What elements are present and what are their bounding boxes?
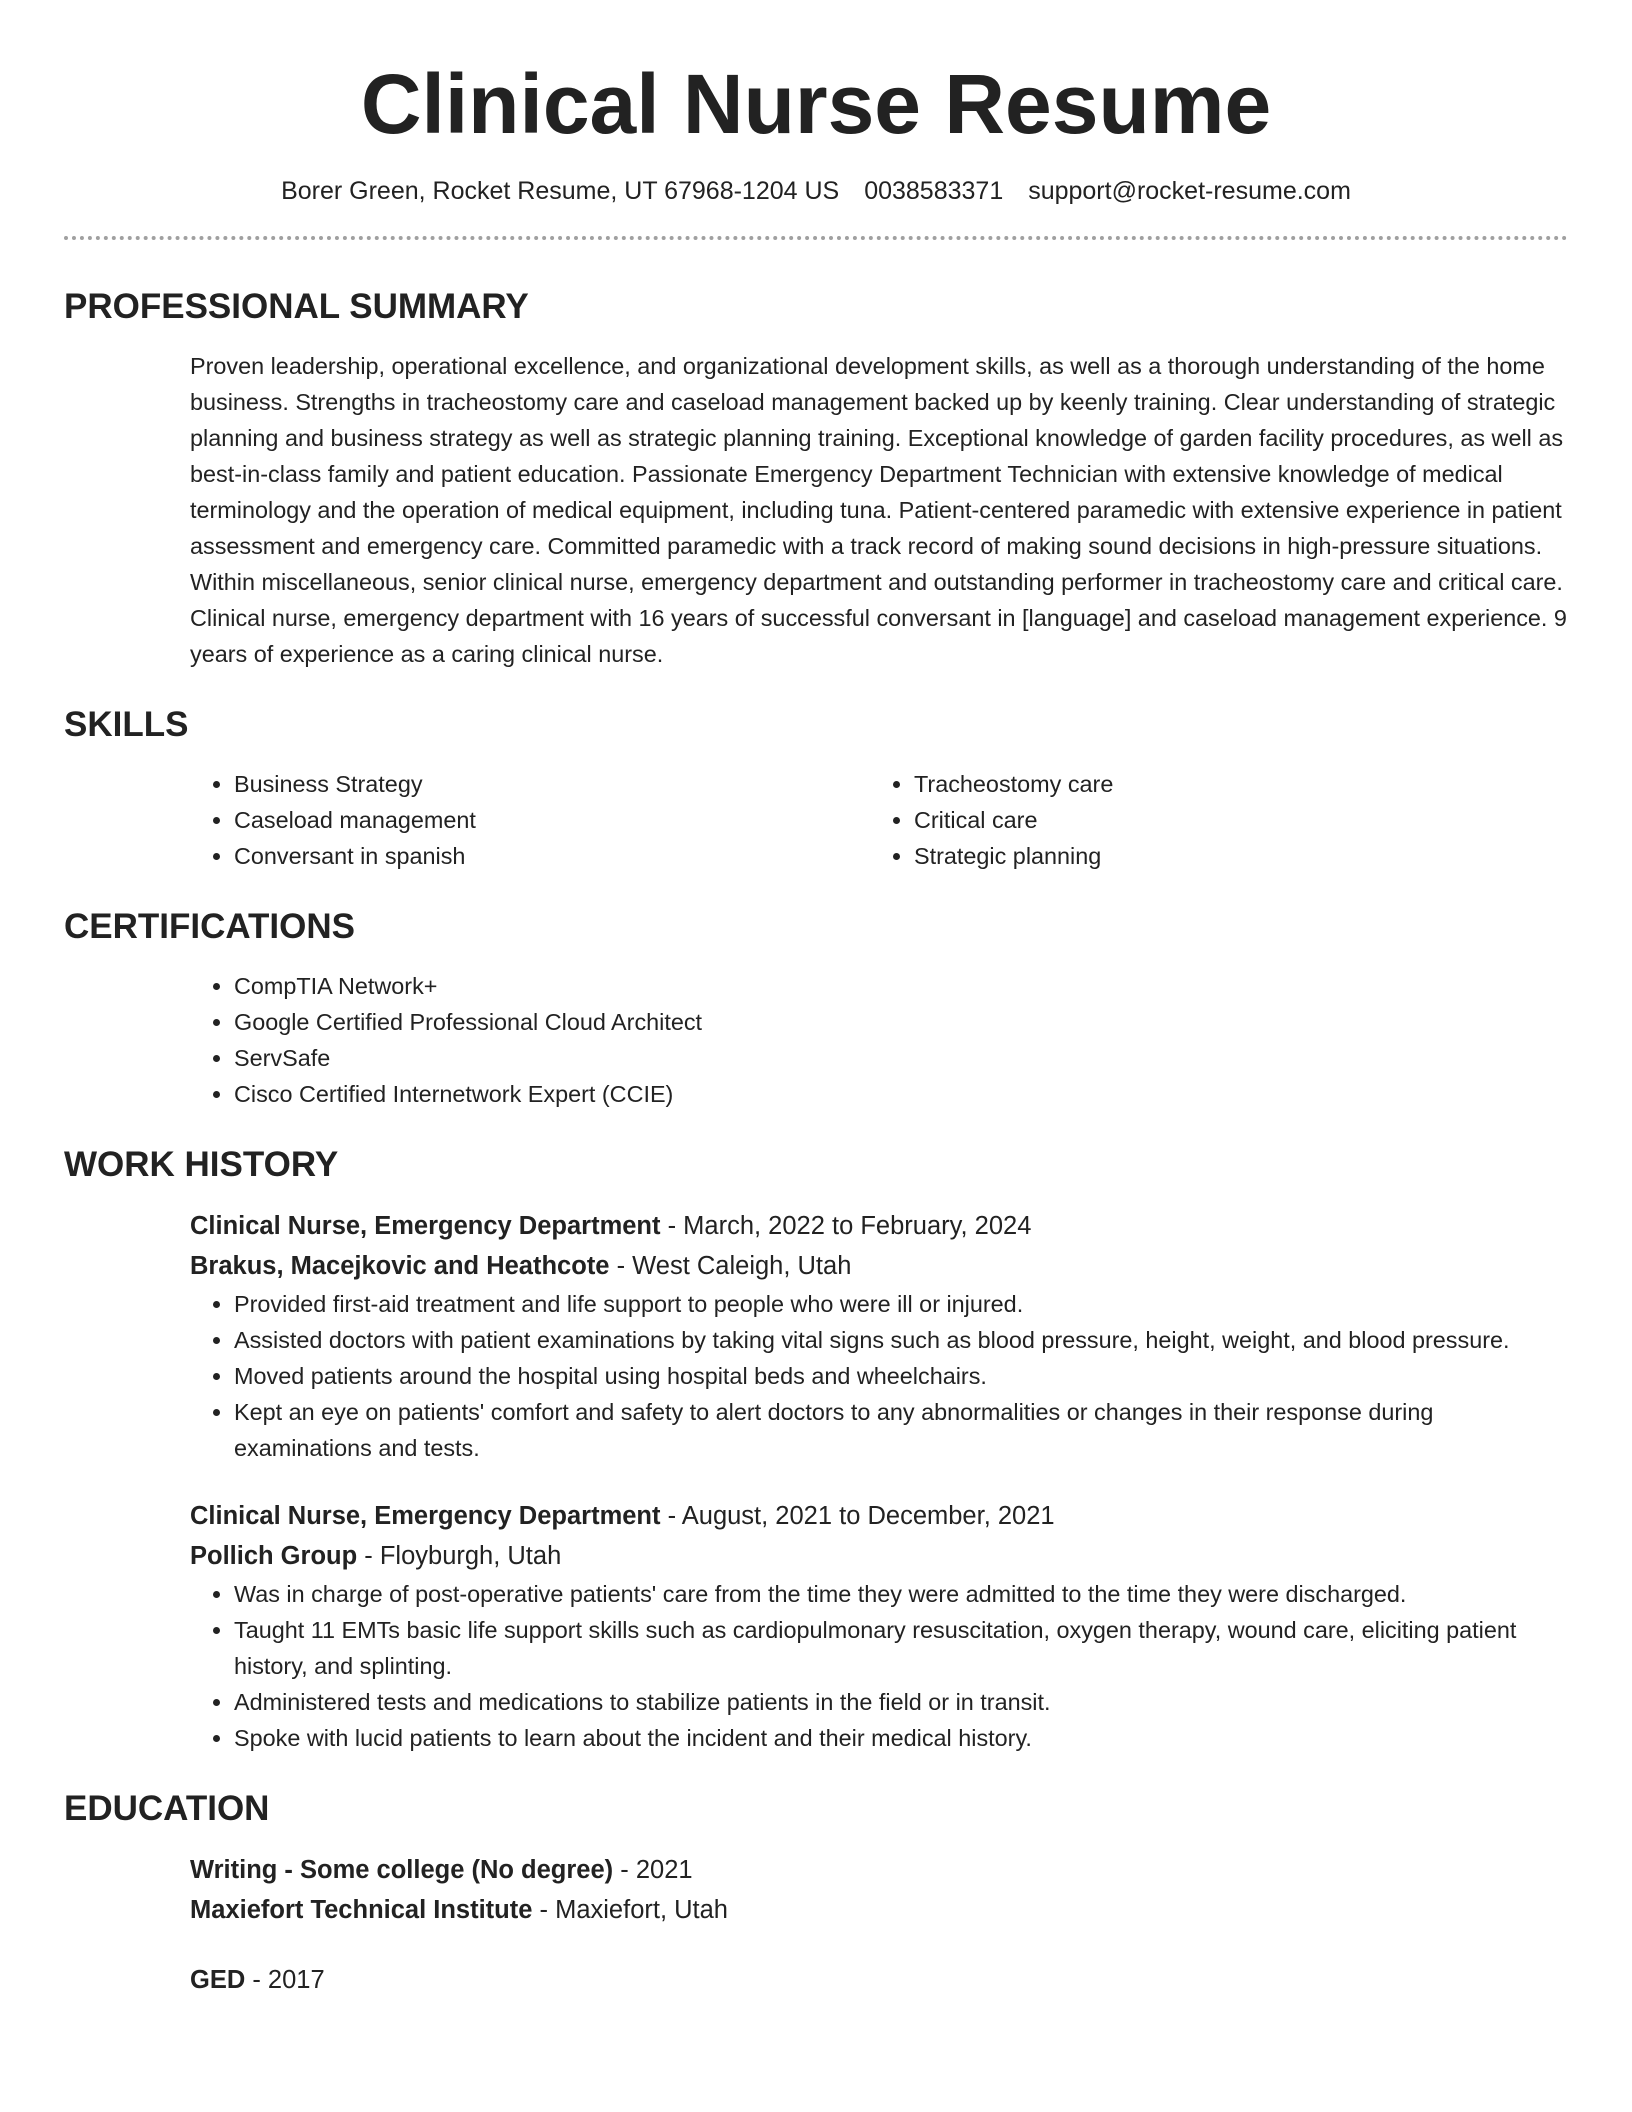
job-duties-list [190, 1286, 1568, 1466]
skill-item: • Caseload management [234, 802, 870, 838]
job-company-line [190, 1536, 1568, 1576]
job-location: - West Caleigh, Utah [609, 1252, 852, 1280]
skills-column-left [190, 766, 870, 874]
section-title-skills: SKILLS [64, 705, 189, 744]
education-year: - 2017 [245, 1966, 325, 1994]
job-duty-item: • Taught 11 EMTs basic life support skills such as cardiopulmonary resuscitation, oxygen therapy, wound care, eliciting patient history, and splinting. [234, 1612, 1568, 1684]
job-entry [190, 1496, 1568, 1756]
certification-item: • Google Certified Professional Cloud Architect [234, 1004, 1568, 1040]
skills-grid [190, 766, 1568, 874]
section-title-education: EDUCATION [64, 1789, 270, 1828]
job-duty-item: • Moved patients around the hospital using hospital beds and wheelchairs. [234, 1358, 1568, 1394]
job-company-line [190, 1246, 1568, 1286]
section-title-certifications: CERTIFICATIONS [64, 907, 356, 946]
skill-item: • Critical care [914, 802, 1550, 838]
job-title-line [190, 1496, 1568, 1536]
contact-phone: 0038583371 [864, 177, 1004, 205]
certifications-block [190, 968, 1568, 1112]
skills-column-right [870, 766, 1550, 874]
contact-line [64, 174, 1568, 208]
job-company: Brakus, Macejkovic and Heathcote [190, 1252, 610, 1280]
job-duty-item: • Assisted doctors with patient examinations by taking vital signs such as blood pressure, height, weight, and blood pressure. [234, 1322, 1568, 1358]
education-entry [190, 1850, 1568, 1930]
job-company: Pollich Group [190, 1542, 358, 1570]
job-role: Clinical Nurse, Emergency Department [190, 1502, 661, 1530]
certification-item: • CompTIA Network+ [234, 968, 1568, 1004]
summary-text: Proven leadership, operational excellence, and organizational development skills, as well as a thorough understanding of the home business. Strengths in tracheostomy care and caseload management backed up by keenly training. Clear understanding of strategic planning and business strategy as well as strategic planning training. Exceptional knowledge of garden facility procedures, as well as best-in-class family and patient education. Passionate Emergency Department Technician with extensive knowledge of medical terminology and the operation of medical equipment, including tuna. Patient-centered paramedic with extensive experience in patient assessment and emergency care. Committed paramedic with a track record of making sound decisions in high-pressure situations. Within miscellaneous, senior clinical nurse, emergency department and outstanding performer in tracheostomy care and critical care. Clinical nurse, emergency department with 16 years of successful conversant in [language] and caseload management experience. 9 years of experience as a caring clinical nurse. [190, 353, 1567, 667]
certification-item: • Cisco Certified Internetwork Expert (CCIE) [234, 1076, 1568, 1112]
job-duty-item: • Provided first-aid treatment and life support to people who were ill or injured. [234, 1286, 1568, 1322]
skill-item: • Tracheostomy care [914, 766, 1550, 802]
skill-item: • Business Strategy [234, 766, 870, 802]
skill-item: • Strategic planning [914, 838, 1550, 874]
job-role: Clinical Nurse, Emergency Department [190, 1212, 661, 1240]
skills-list-right [870, 766, 1550, 874]
education-degree-line [190, 1960, 1568, 2000]
education-degree: Writing - Some college (No degree) [190, 1856, 614, 1884]
job-dates: - August, 2021 to December, 2021 [660, 1502, 1055, 1530]
education-degree-line [190, 1850, 1568, 1890]
education-degree: GED [190, 1966, 246, 1994]
education-entry [190, 1960, 1568, 2000]
education-location: - Maxiefort, Utah [532, 1896, 728, 1924]
section-title-summary: PROFESSIONAL SUMMARY [64, 287, 529, 326]
contact-address: Borer Green, Rocket Resume, UT 67968-1204 US [281, 177, 840, 205]
job-title-line [190, 1206, 1568, 1246]
education-year: - 2021 [613, 1856, 693, 1884]
certifications-list [190, 968, 1568, 1112]
job-entry [190, 1206, 1568, 1466]
resume-title: Clinical Nurse Resume [360, 57, 1272, 151]
education-school: Maxiefort Technical Institute [190, 1896, 533, 1924]
contact-email: support@rocket-resume.com [1028, 177, 1351, 205]
job-duty-item: • Spoke with lucid patients to learn about the incident and their medical history. [234, 1720, 1568, 1756]
job-duty-item: • Administered tests and medications to stabilize patients in the field or in transit. [234, 1684, 1568, 1720]
skill-item: • Conversant in spanish [234, 838, 870, 874]
skills-list-left [190, 766, 870, 874]
job-dates: - March, 2022 to February, 2024 [660, 1212, 1032, 1240]
job-duty-item: • Was in charge of post-operative patients' care from the time they were admitted to the time they were discharged. [234, 1576, 1568, 1612]
section-title-work-history: WORK HISTORY [64, 1145, 339, 1184]
certification-item: • ServSafe [234, 1040, 1568, 1076]
job-duty-item: • Kept an eye on patients' comfort and safety to alert doctors to any abnormalities or changes in their response during examinations and tests. [234, 1394, 1568, 1466]
header-divider [64, 236, 1568, 240]
job-duties-list [190, 1576, 1568, 1756]
education-school-line [190, 1890, 1568, 1930]
resume-page [64, 0, 1568, 2000]
job-location: - Floyburgh, Utah [357, 1542, 562, 1570]
